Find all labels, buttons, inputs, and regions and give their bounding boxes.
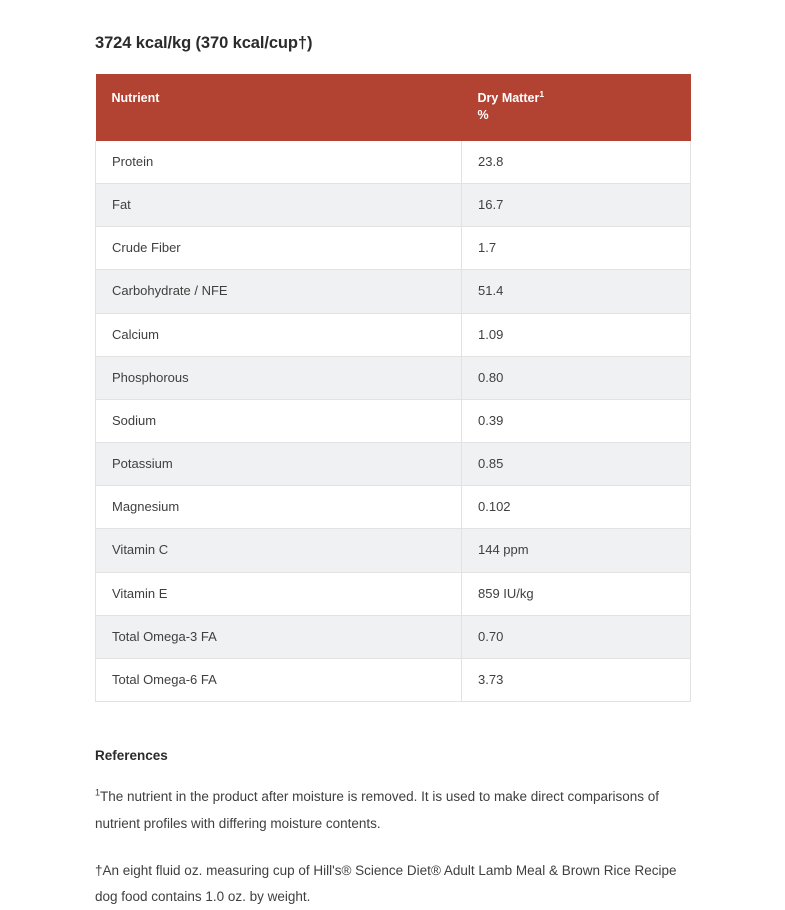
cell-value: 0.80	[462, 356, 691, 399]
table-row	[96, 313, 691, 356]
table-row	[96, 399, 691, 442]
cell-value: 3.73	[462, 659, 691, 702]
table-header	[96, 74, 691, 141]
table-header-row	[96, 74, 691, 141]
column-header-dry-matter	[462, 74, 691, 141]
cell-nutrient: Vitamin E	[96, 572, 462, 615]
cell-nutrient: Total Omega-3 FA	[96, 615, 462, 658]
cell-nutrient: Calcium	[96, 313, 462, 356]
reference-note-1-text: The nutrient in the product after moisture is removed. It is used to make direct comparisons of nutrient profiles with differing moisture contents.	[95, 789, 660, 831]
table-row	[96, 529, 691, 572]
cell-value: 0.70	[462, 615, 691, 658]
table-row	[96, 443, 691, 486]
reference-note-2: †An eight fluid oz. measuring cup of Hill's® Science Diet® Adult Lamb Meal & Brown Rice Recipe dog food contains 1.0 oz. by weight.	[95, 862, 677, 905]
nutrient-table	[95, 74, 691, 702]
cell-nutrient: Sodium	[96, 399, 462, 442]
cell-value: 1.7	[462, 227, 691, 270]
cell-nutrient: Carbohydrate / NFE	[96, 270, 462, 313]
table-body	[96, 141, 691, 702]
table-row	[96, 572, 691, 615]
cell-value: 0.102	[462, 486, 691, 529]
table-row	[96, 486, 691, 529]
cell-nutrient: Total Omega-6 FA	[96, 659, 462, 702]
table-row	[96, 659, 691, 702]
cell-nutrient: Potassium	[96, 443, 462, 486]
cell-nutrient: Protein	[96, 141, 462, 184]
cell-value: 144 ppm	[462, 529, 691, 572]
cell-value: 0.85	[462, 443, 691, 486]
cell-nutrient: Vitamin C	[96, 529, 462, 572]
table-row	[96, 270, 691, 313]
cell-nutrient: Magnesium	[96, 486, 462, 529]
table-row	[96, 141, 691, 184]
cell-value: 0.39	[462, 399, 691, 442]
cell-value: 23.8	[462, 141, 691, 184]
table-row	[96, 356, 691, 399]
page-title: 3724 kcal/kg (370 kcal/cup†)	[95, 34, 313, 52]
cell-value: 51.4	[462, 270, 691, 313]
column-header-dry-matter-unit: %	[477, 107, 489, 122]
table-row	[96, 183, 691, 226]
column-header-nutrient: Nutrient	[96, 74, 462, 141]
column-header-dry-matter-label: Dry Matter	[477, 91, 540, 105]
table-row	[96, 615, 691, 658]
cell-value: 1.09	[462, 313, 691, 356]
cell-nutrient: Crude Fiber	[96, 227, 462, 270]
table-row	[96, 227, 691, 270]
cell-value: 859 IU/kg	[462, 572, 691, 615]
cell-nutrient: Fat	[96, 183, 462, 226]
reference-note-1-marker: 1	[95, 787, 101, 798]
reference-note-1	[95, 763, 690, 837]
column-header-dry-matter-footnote: 1	[539, 88, 545, 99]
cell-nutrient: Phosphorous	[96, 356, 462, 399]
cell-value: 16.7	[462, 183, 691, 226]
references-heading: References	[95, 748, 168, 764]
